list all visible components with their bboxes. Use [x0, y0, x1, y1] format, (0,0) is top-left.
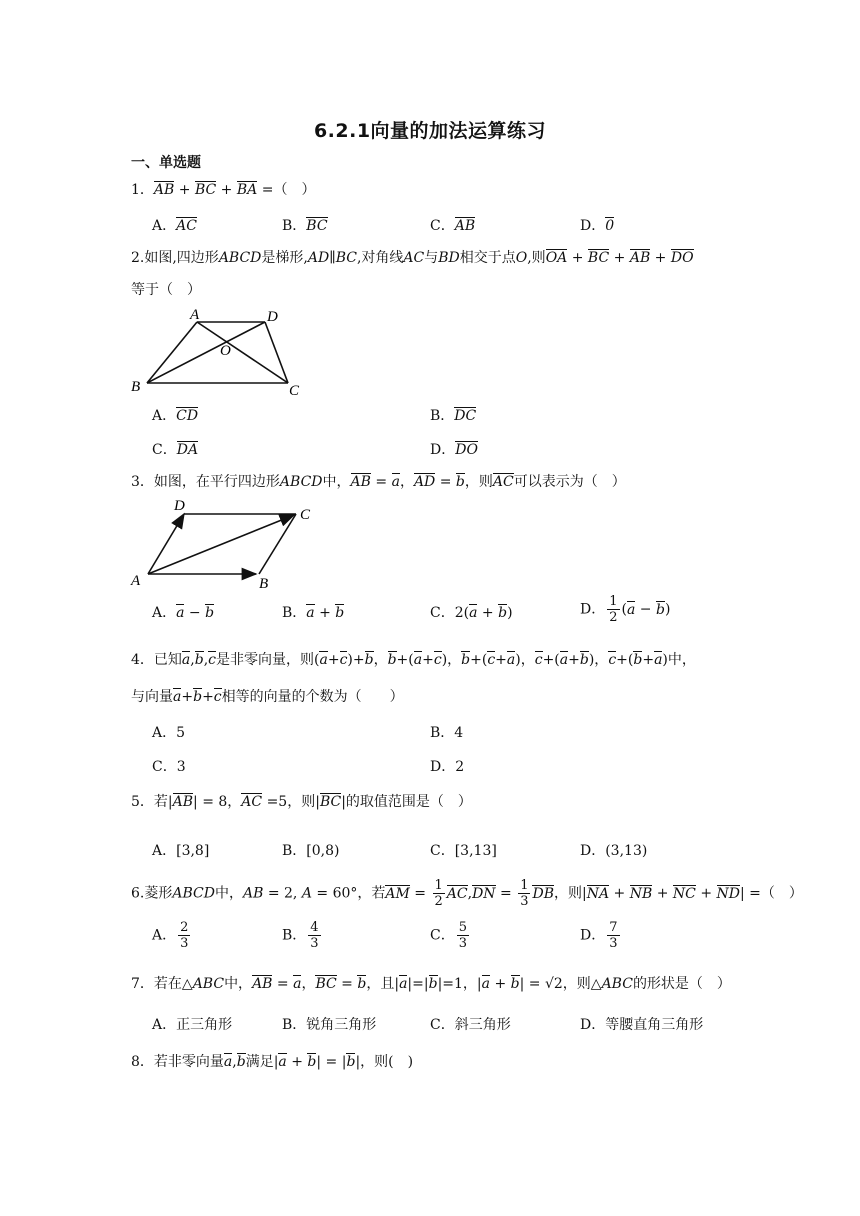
figure-label-c: C	[289, 383, 300, 397]
question-8-stem: 8．若非零向量a,b满足|a + b| = |b|，则( )	[131, 1054, 414, 1070]
q3-option-b: B．a + b	[282, 605, 345, 621]
q4-option-c: C．3	[152, 759, 186, 775]
q2-option-a: A．CD	[152, 408, 199, 424]
q3-option-a: A．a − b	[152, 605, 215, 621]
q6-option-b: B． $\frac{4}{3}$	[282, 920, 319, 951]
q6-option-a: A． $\frac{2}{3}$	[152, 920, 189, 951]
question-2-stem-continued: 等于（ ）	[131, 282, 201, 298]
trapezoid-figure	[128, 305, 308, 397]
question-5-stem: 5．若|AB| = 8，AC =5，则|BC|的取值范围是（ ）	[131, 794, 472, 810]
q1-option-d: D．0	[580, 218, 615, 234]
question-7-stem: 7．若在△ABC中，AB = a，BC = b，且|a|=|b|=1，|a + b| = √2，则△ABC的形状是（ ）	[131, 976, 731, 992]
q1-option-a: A．AC	[152, 218, 197, 234]
figure-label-d: D	[174, 498, 185, 514]
question-4-stem: 4．已知a,b,c是非零向量，则(a+c)+b，b+(a+c)，b+(c+a)，c+(a+b)，c+(b+a)中，	[131, 652, 696, 668]
q2-option-b: B．DC	[430, 408, 477, 424]
q7-option-c: C．斜三角形	[430, 1017, 511, 1033]
q4-option-d: D．2	[430, 759, 465, 775]
question-4-stem-continued: 与向量a+b+c相等的向量的个数为（ ）	[131, 689, 404, 705]
q7-option-b: B．锐角三角形	[282, 1017, 377, 1033]
q1-option-c: C．AB	[430, 218, 476, 234]
q4-option-b: B．4	[430, 725, 464, 741]
figure-label-a: A	[190, 307, 200, 323]
q5-option-c: C．[3,13]	[430, 843, 497, 859]
section-heading: 一、单选题	[131, 155, 201, 171]
figure-label-c: C	[300, 507, 311, 523]
figure-label-b: B	[131, 379, 141, 395]
figure-label-b: B	[259, 576, 269, 592]
parallelogram-figure	[128, 497, 328, 593]
page-title: 6.2.1向量的加法运算练习	[313, 120, 547, 142]
question-3-stem: 3．如图，在平行四边形ABCD中，AB = a，AD = b，则AC可以表示为（ ）	[131, 474, 626, 490]
q5-option-b: B．[0,8)	[282, 843, 340, 859]
q1-option-b: B．BC	[282, 218, 328, 234]
q3-option-d: D． $\frac{1}{2}$ (a − b)	[580, 594, 671, 625]
figure-label-o: O	[220, 343, 231, 359]
q4-option-a: A．5	[152, 725, 186, 741]
q7-option-d: D．等腰直角三角形	[580, 1017, 704, 1033]
figure-label-d: D	[267, 309, 278, 325]
question-1-stem: 1．AB + BC + BA =（ ）	[131, 182, 316, 198]
figure-label-a: A	[131, 573, 141, 589]
q7-option-a: A．正三角形	[152, 1017, 233, 1033]
q5-option-a: A．[3,8]	[152, 843, 210, 859]
q6-option-d: D． $\frac{7}{3}$	[580, 920, 618, 951]
question-2-stem: 2.如图,四边形ABCD是梯形,AD∥BC,对角线AC与BD相交于点O,则OA + BC + AB + DO	[131, 250, 694, 266]
question-6-stem: 6.菱形ABCD中，AB = 2, A = 60°，若AM = $\frac{1}{2}$ AC,DN = $\frac{1}{3}$ DB，则|NA + NB + NC + ND| =（ ）	[131, 878, 803, 909]
q6-option-c: C． $\frac{5}{3}$	[430, 920, 467, 951]
q2-option-c: C．DA	[152, 442, 199, 458]
q5-option-d: D．(3,13)	[580, 843, 648, 859]
q2-option-d: D．DO	[430, 442, 478, 458]
q3-option-c: C．2(a + b)	[430, 605, 513, 621]
